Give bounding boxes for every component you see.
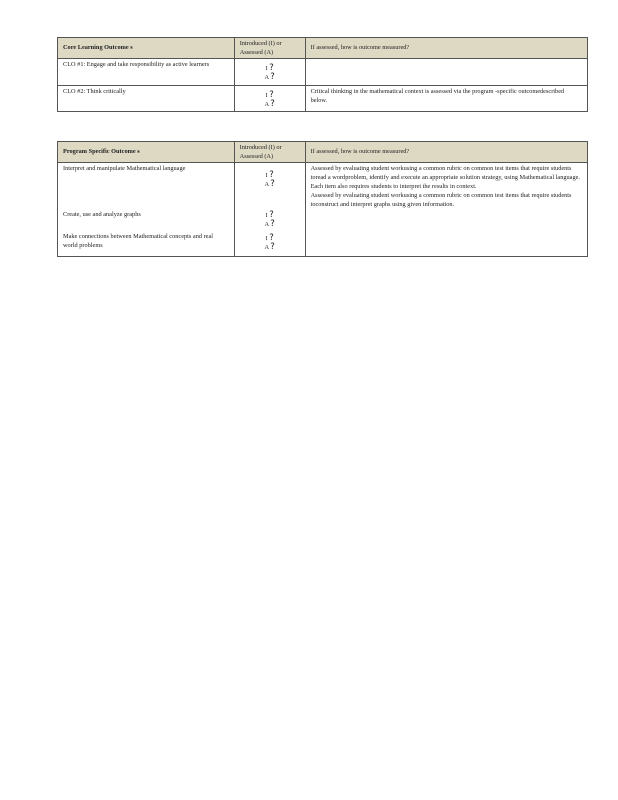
missing-glyph-icon: ?	[269, 170, 274, 180]
table-row	[58, 59, 588, 86]
program-outcomes-table	[57, 141, 588, 257]
assessed-label: A	[264, 221, 269, 228]
core-outcomes-header-row	[58, 38, 588, 59]
introduced-label: I	[265, 235, 268, 242]
outcome-cell: CLO #1: Engage and take responsibility as active learners	[58, 59, 235, 86]
introduced-assessed-cell	[234, 86, 305, 112]
missing-glyph-icon: ?	[269, 63, 274, 73]
core-outcome-header: Core Learning Outcome s	[58, 38, 235, 59]
introduced-label: I	[265, 172, 268, 179]
core-outcomes-table	[57, 37, 588, 112]
list-item: Create, use and analyze graphs	[63, 211, 141, 218]
list-item: Assessed by evaluating student workusing a common rubric on common test items that require students toconstruct and interpret graphs using given information.	[310, 192, 572, 208]
missing-glyph-icon: ?	[270, 179, 275, 189]
introduced-label: I	[265, 212, 268, 219]
measurement-cell: Critical thinking in the mathematical context is assessed via the program -specific outcomedescribed below.	[305, 86, 587, 112]
assessed-label: A	[264, 244, 269, 251]
program-outcome-header: Program Specific Outcome s	[58, 142, 235, 163]
measurement-column	[305, 163, 587, 257]
list-item: Make connections between Mathematical concepts and real world problems	[63, 233, 214, 249]
missing-glyph-icon: ?	[269, 90, 274, 100]
measurement-header: If assessed, how is outcome measured?	[305, 38, 587, 59]
list-item	[311, 209, 582, 231]
missing-glyph-icon: ?	[269, 210, 274, 220]
list-item	[240, 234, 300, 256]
introduced-assessed-header: Introduced (I) or Assessed (A)	[234, 142, 305, 163]
introduced-assessed-cell	[234, 59, 305, 86]
introduced-assessed-column	[234, 163, 305, 257]
program-outcomes-header-row	[58, 142, 588, 163]
assessed-label: A	[264, 101, 269, 108]
introduced-label: I	[265, 92, 268, 99]
measurement-header: If assessed, how is outcome measured?	[305, 142, 587, 163]
table-row	[58, 86, 588, 112]
list-item	[240, 208, 300, 234]
program-outcomes-body	[58, 163, 588, 257]
missing-glyph-icon: ?	[269, 233, 274, 243]
list-item: Interpret and manipulate Mathematical language	[63, 165, 186, 172]
introduced-assessed-header: Introduced (I) or Assessed (A)	[234, 38, 305, 59]
outcome-column	[58, 163, 235, 257]
missing-glyph-icon: ?	[270, 72, 275, 82]
list-item: Assessed by evaluating student workusing a common rubric on common test items that require students toread a wordproblem, identify and execute an appropriate solution strategy, using Mathematical language. Each item also requires students to interpret the results in context.	[310, 165, 580, 190]
outcome-cell: CLO #2: Think critically	[58, 86, 235, 112]
missing-glyph-icon: ?	[270, 219, 275, 229]
missing-glyph-icon: ?	[270, 242, 275, 252]
introduced-label: I	[265, 65, 268, 72]
assessed-label: A	[264, 181, 269, 188]
measurement-cell	[305, 59, 587, 86]
assessed-label: A	[264, 74, 269, 81]
missing-glyph-icon: ?	[270, 99, 275, 109]
list-item	[240, 164, 300, 208]
